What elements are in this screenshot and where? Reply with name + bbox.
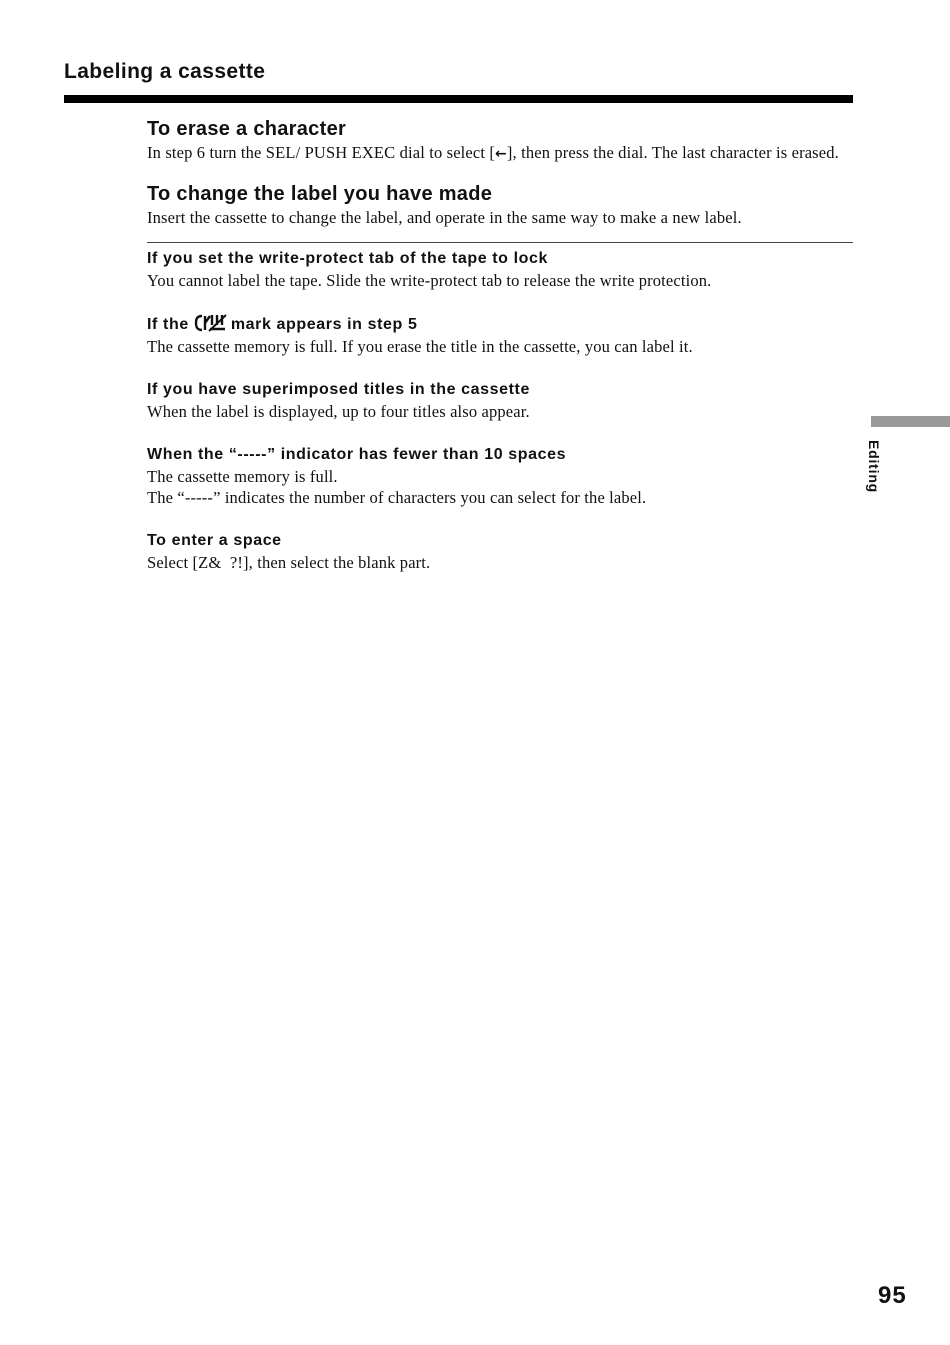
note-title-memory-full xyxy=(147,313,853,336)
back-arrow-icon: ← xyxy=(495,146,507,162)
note-body-superimposed: When the label is displayed, up to four titles also appear. xyxy=(147,402,530,421)
note-title-memory-full-end: mark appears in step 5 xyxy=(230,316,418,333)
note-title-memory-full-start: If the xyxy=(147,316,189,333)
note-title-space: To enter a space xyxy=(147,532,282,549)
side-tab-marker xyxy=(871,416,950,427)
note-enter-space xyxy=(147,530,853,573)
section-body-change: Insert the cassette to change the label, and operate in the same way to make a new label. xyxy=(147,208,742,227)
note-body-memory-full: The cassette memory is full. If you erase the title in the cassette, you can label it. xyxy=(147,337,693,356)
note-title-superimposed: If you have superimposed titles in the cassette xyxy=(147,381,530,398)
page-title: Labeling a cassette xyxy=(64,60,266,83)
note-memory-full-mark xyxy=(147,313,853,357)
cassette-memory-full-icon xyxy=(193,313,227,333)
section-body-erase xyxy=(147,142,853,165)
erase-body-start: In step 6 turn the SEL/ PUSH EXEC dial to select [ xyxy=(147,143,495,162)
notes-divider xyxy=(147,242,853,243)
note-body-space: Select [Z& ?!], then select the blank part. xyxy=(147,553,431,572)
note-superimposed-titles xyxy=(147,379,853,422)
page-number: 95 xyxy=(878,1282,907,1309)
note-body-indicator-line1: The cassette memory is full. xyxy=(147,467,338,486)
note-write-protect xyxy=(147,248,853,291)
side-tab-label: Editing xyxy=(866,440,882,494)
note-indicator-spaces xyxy=(147,444,853,508)
section-title-erase: To erase a character xyxy=(147,118,347,140)
note-body-indicator-line2: The “-----” indicates the number of characters you can select for the label. xyxy=(147,488,647,507)
erase-body-end: ], then press the dial. The last character is erased. xyxy=(506,143,839,162)
note-title-indicator: When the “-----” indicator has fewer than 10 spaces xyxy=(147,446,567,463)
note-body-write-protect: You cannot label the tape. Slide the write-protect tab to release the write protection. xyxy=(147,271,712,290)
heading-rule xyxy=(64,95,853,103)
section-title-change: To change the label you have made xyxy=(147,183,493,205)
section-erase-character xyxy=(147,116,853,165)
note-title-write-protect: If you set the write-protect tab of the tape to lock xyxy=(147,250,549,267)
section-change-label xyxy=(147,181,853,228)
main-content xyxy=(147,116,853,595)
